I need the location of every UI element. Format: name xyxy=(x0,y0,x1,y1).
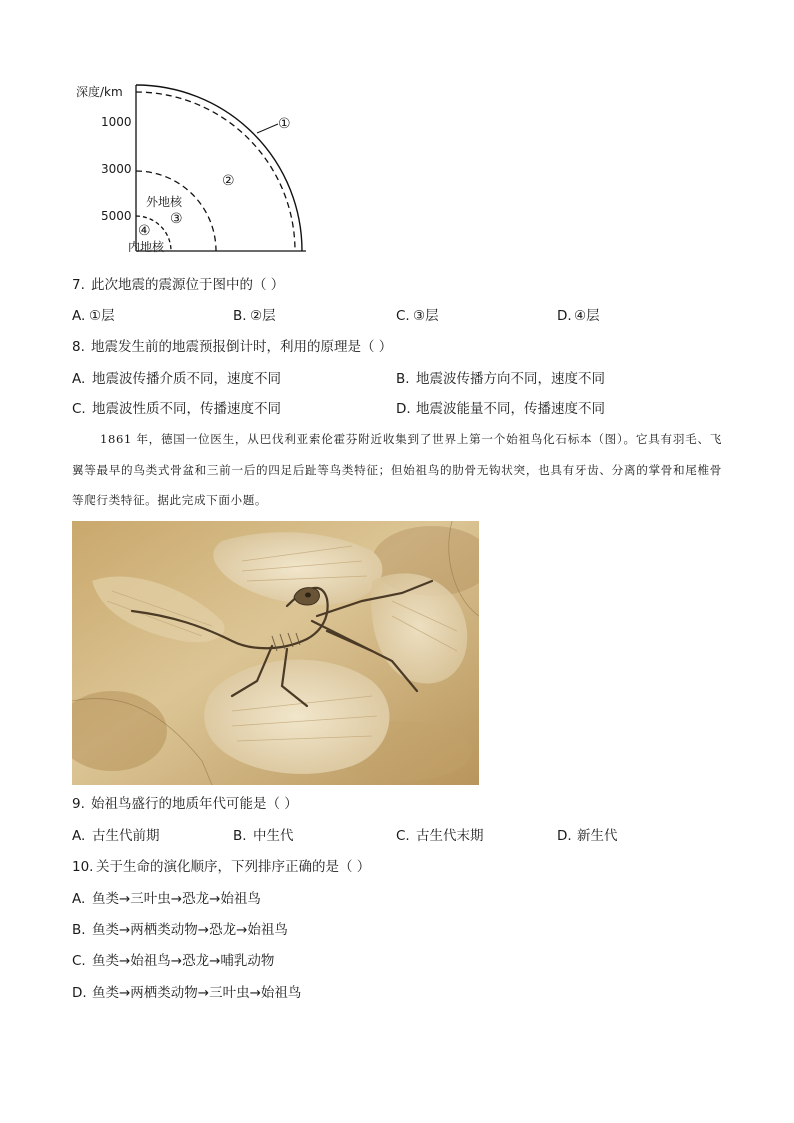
question-stem: 此次地震的震源位于图中的（ ） xyxy=(91,277,285,293)
layer-marker-1: ① xyxy=(278,116,291,132)
surface-arc xyxy=(136,85,302,251)
option-letter: C. xyxy=(72,953,86,969)
option-letter: D. xyxy=(72,985,87,1001)
question-stem: 始祖鸟盛行的地质年代可能是（ ） xyxy=(91,796,298,812)
passage-text: 1861 年，德国一位医生，从巴伐利亚索伦霍芬附近收集到了世界上第一个始祖鸟化石标本（图）。它具有羽毛、飞翼等最早的鸟类式骨盆和三前一后的四足后趾等鸟类特征；但始祖鸟的肋骨无钩状突，也具有牙齿、分离的掌骨和尾椎骨等爬行类特征。据此完成下面小题。 xyxy=(72,432,722,507)
option-d: 鱼类→两栖类动物→三叶虫→始祖鸟 xyxy=(92,985,302,1001)
option-c: 古生代末期 xyxy=(416,828,484,844)
option-c: ③层 xyxy=(413,308,439,324)
option-b: ②层 xyxy=(250,308,276,324)
option-letter: A. xyxy=(72,371,86,387)
option-letter: B. xyxy=(233,828,247,844)
tick-5000: 5000 xyxy=(101,209,132,223)
question-stem: 地震发生前的地震预报倒计时，利用的原理是（ ） xyxy=(91,339,393,355)
layer-marker-2: ② xyxy=(222,173,235,189)
option-d: 地震波能量不同，传播速度不同 xyxy=(416,401,605,417)
option-a: ①层 xyxy=(89,308,115,324)
option-a: 地震波传播介质不同，速度不同 xyxy=(92,371,281,387)
option-d: 新生代 xyxy=(577,828,618,844)
question-number: 9. xyxy=(72,796,85,812)
option-letter: D. xyxy=(557,308,572,324)
layer-marker-3: ③ xyxy=(170,211,183,227)
option-letter: C. xyxy=(72,401,86,417)
option-letter: B. xyxy=(396,371,410,387)
option-letter: C. xyxy=(396,308,410,324)
option-letter: A. xyxy=(72,891,86,907)
option-letter: A. xyxy=(72,828,86,844)
option-letter: A. xyxy=(72,308,86,324)
option-d: ④层 xyxy=(574,308,600,324)
option-letter: B. xyxy=(72,922,86,938)
option-letter: C. xyxy=(396,828,410,844)
option-c: 鱼类→始祖鸟→恐龙→哺乳动物 xyxy=(92,953,275,969)
tick-1000: 1000 xyxy=(101,115,132,129)
option-letter: D. xyxy=(396,401,411,417)
archaeopteryx-fossil-image xyxy=(72,521,479,785)
moho-boundary xyxy=(136,92,295,251)
question-number: 8. xyxy=(72,339,85,355)
layer-marker-4: ④ xyxy=(138,223,151,239)
outer-core-label: 外地核 xyxy=(146,195,183,209)
option-letter: D. xyxy=(557,828,572,844)
option-b: 地震波传播方向不同，速度不同 xyxy=(416,371,605,387)
diagram-graphic xyxy=(60,75,320,260)
question-number: 7. xyxy=(72,277,85,293)
option-b: 鱼类→两栖类动物→恐龙→始祖鸟 xyxy=(92,922,288,938)
option-c: 地震波性质不同，传播速度不同 xyxy=(92,401,281,417)
option-b: 中生代 xyxy=(253,828,294,844)
eye-socket xyxy=(305,593,311,598)
option-letter: B. xyxy=(233,308,247,324)
question-stem: 关于生命的演化顺序，下列排序正确的是（ ） xyxy=(96,859,371,875)
option-a: 鱼类→三叶虫→恐龙→始祖鸟 xyxy=(92,891,261,907)
depth-axis-label: 深度/km xyxy=(76,85,123,99)
tick-3000: 3000 xyxy=(101,162,132,176)
leader-line xyxy=(257,124,278,133)
question-number: 10. xyxy=(72,859,94,875)
option-a: 古生代前期 xyxy=(92,828,160,844)
inner-core-label: 内地核 xyxy=(128,240,165,254)
